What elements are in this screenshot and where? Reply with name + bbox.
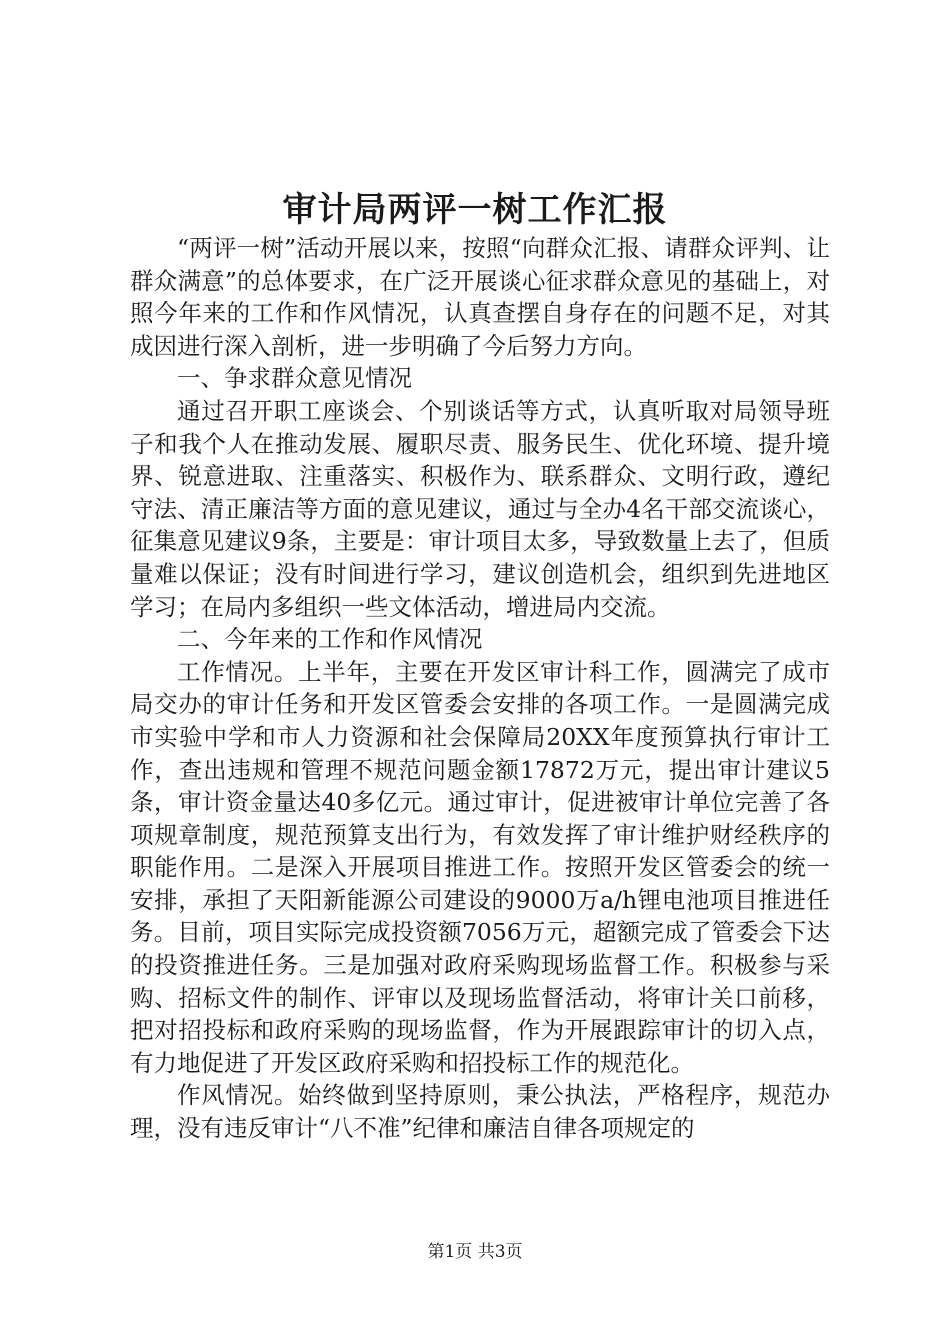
paragraph-intro: “两评一树”活动开展以来，按照“向群众汇报、请群众评判、让群众满意”的总体要求，在广泛开展谈心征求群众意见的基础上，对照今年来的工作和作风情况，认真查摆自身存在的问题不足，对其成因进行深入剖析，进一步明确了今后努力方向。: [130, 234, 830, 360]
page-footer: [0, 1240, 950, 1264]
document-body: [130, 232, 830, 1145]
paragraph-work: 工作情况。上半年，主要在开发区审计科工作，圆满完了成市局交办的审计任务和开发区管委会安排的各项工作。一是圆满完成市实验中学和市人力资源和社会保障局20XX年度预算执行审计工作，查出违规和管理不规范问题金额17872万元，提出审计建议5条，审计资金量达40多亿元。通过审计，促进被审计单位完善了各项规章制度，规范预算支出行为，有效发挥了审计维护财经秩序的职能作用。二是深入开展项目推进工作。按照开发区管委会的统一安排，承担了天阳新能源公司建设的9000万a/h锂电池项目推进任务。目前，项目实际完成投资额7056万元，超额完成了管委会下达的投资推进任务。三是加强对政府采购现场监督工作。积极参与采购、招标文件的制作、评审以及现场监督活动，将审计关口前移，把对招投标和政府采购的现场监督，作为开展跟踪审计的切入点，有力地促进了开发区政府采购和招投标工作的规范化。: [130, 657, 830, 1077]
section-heading-2: 二、今年来的工作和作风情况: [177, 625, 483, 654]
page-number: 第1页 共3页: [427, 1242, 523, 1262]
paragraph-style: 作风情况。始终做到坚持原则，秉公执法，严格程序，规范办理，没有违反审计“八不准”纪律和廉洁自律各项规定的: [130, 1081, 830, 1143]
paragraph-opinions: 通过召开职工座谈会、个别谈话等方式，认真听取对局领导班子和我个人在推动发展、履职尽责、服务民生、优化环境、提升境界、锐意进取、注重落实、积极作为、联系群众、文明行政，遵纪守法、清正廉洁等方面的意见建议，通过与全办4名干部交流谈心，征集意见建议9条，主要是：审计项目太多，导致数量上去了，但质量难以保证；没有时间进行学习，建议创造机会，组织到先进地区学习；在局内多组织一些文体活动，增进局内交流。: [130, 396, 830, 621]
section-heading-1: 一、争求群众意见情况: [177, 364, 412, 393]
document-title: 审计局两评一树工作汇报: [282, 190, 668, 230]
